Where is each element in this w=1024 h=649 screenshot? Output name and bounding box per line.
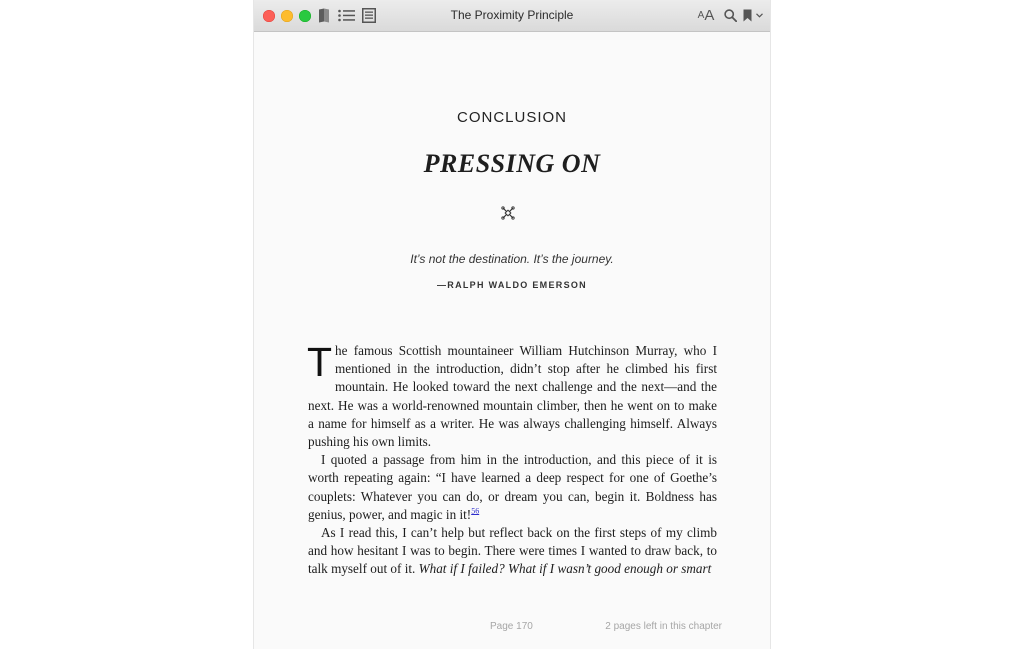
notes-icon[interactable] [361,7,377,24]
paragraph-3 [308,524,717,579]
close-button[interactable] [263,10,275,22]
table-of-contents-icon[interactable] [337,7,355,24]
paragraph-2 [308,451,717,524]
chapter-body [307,339,717,579]
epigraph-attribution: —RALPH WALDO EMERSON [436,280,587,290]
chapter-title: PRESSING ON [423,149,601,178]
epigraph-quote: It’s not the destination. It’s the journey. [410,252,614,266]
paragraph-3-text: As I read this, I can’t help but reflect back on the first steps of my climb and how hesitant I was to begin. There were times I wanted to draw back, to talk myself out of it. [308,525,717,577]
paragraph-3-italic: What if I failed? What if I wasn’t good enough or smart [418,561,712,577]
search-icon[interactable] [723,7,737,24]
page-number: Page 170 [490,621,533,632]
footnote-link[interactable]: 56 [471,506,480,516]
title-bar [254,0,770,32]
chapter-label: CONCLUSION [456,109,567,126]
cross-ornament-icon [500,205,516,221]
pages-left-indicator: 2 pages left in this chapter [605,621,722,632]
paragraph-1 [307,339,717,451]
window-title: The Proximity Principle [450,8,574,22]
zoom-button[interactable] [299,10,311,22]
drop-cap: T [307,339,333,385]
font-size-icon[interactable]: A A [697,7,715,24]
minimize-button[interactable] [281,10,293,22]
library-icon[interactable] [317,7,331,24]
bookmark-icon[interactable] [742,7,752,24]
chevron-down-icon[interactable] [755,7,763,24]
paragraph-2-text: I quoted a passage from him in the introduction, and this piece of it is worth repeating again: “I have learned a deep respect for one of Goethe’s couplets: Whatever you can do, or dream you can, begin it. Boldness has genius, power, and magic in it! [308,452,717,522]
book-reader-window [254,0,770,649]
paragraph-1-text: he famous Scottish mountaineer William Hutchinson Murray, who I mentioned in the introduction, didn’t stop after he climbed his first mountain. He looked toward the next challenge and the next—and the next. He was a world-renowned mountain climber, then he went on to make a name for himself as a writer. He was always challenging himself. Always pushing his own limits. [308,343,717,450]
